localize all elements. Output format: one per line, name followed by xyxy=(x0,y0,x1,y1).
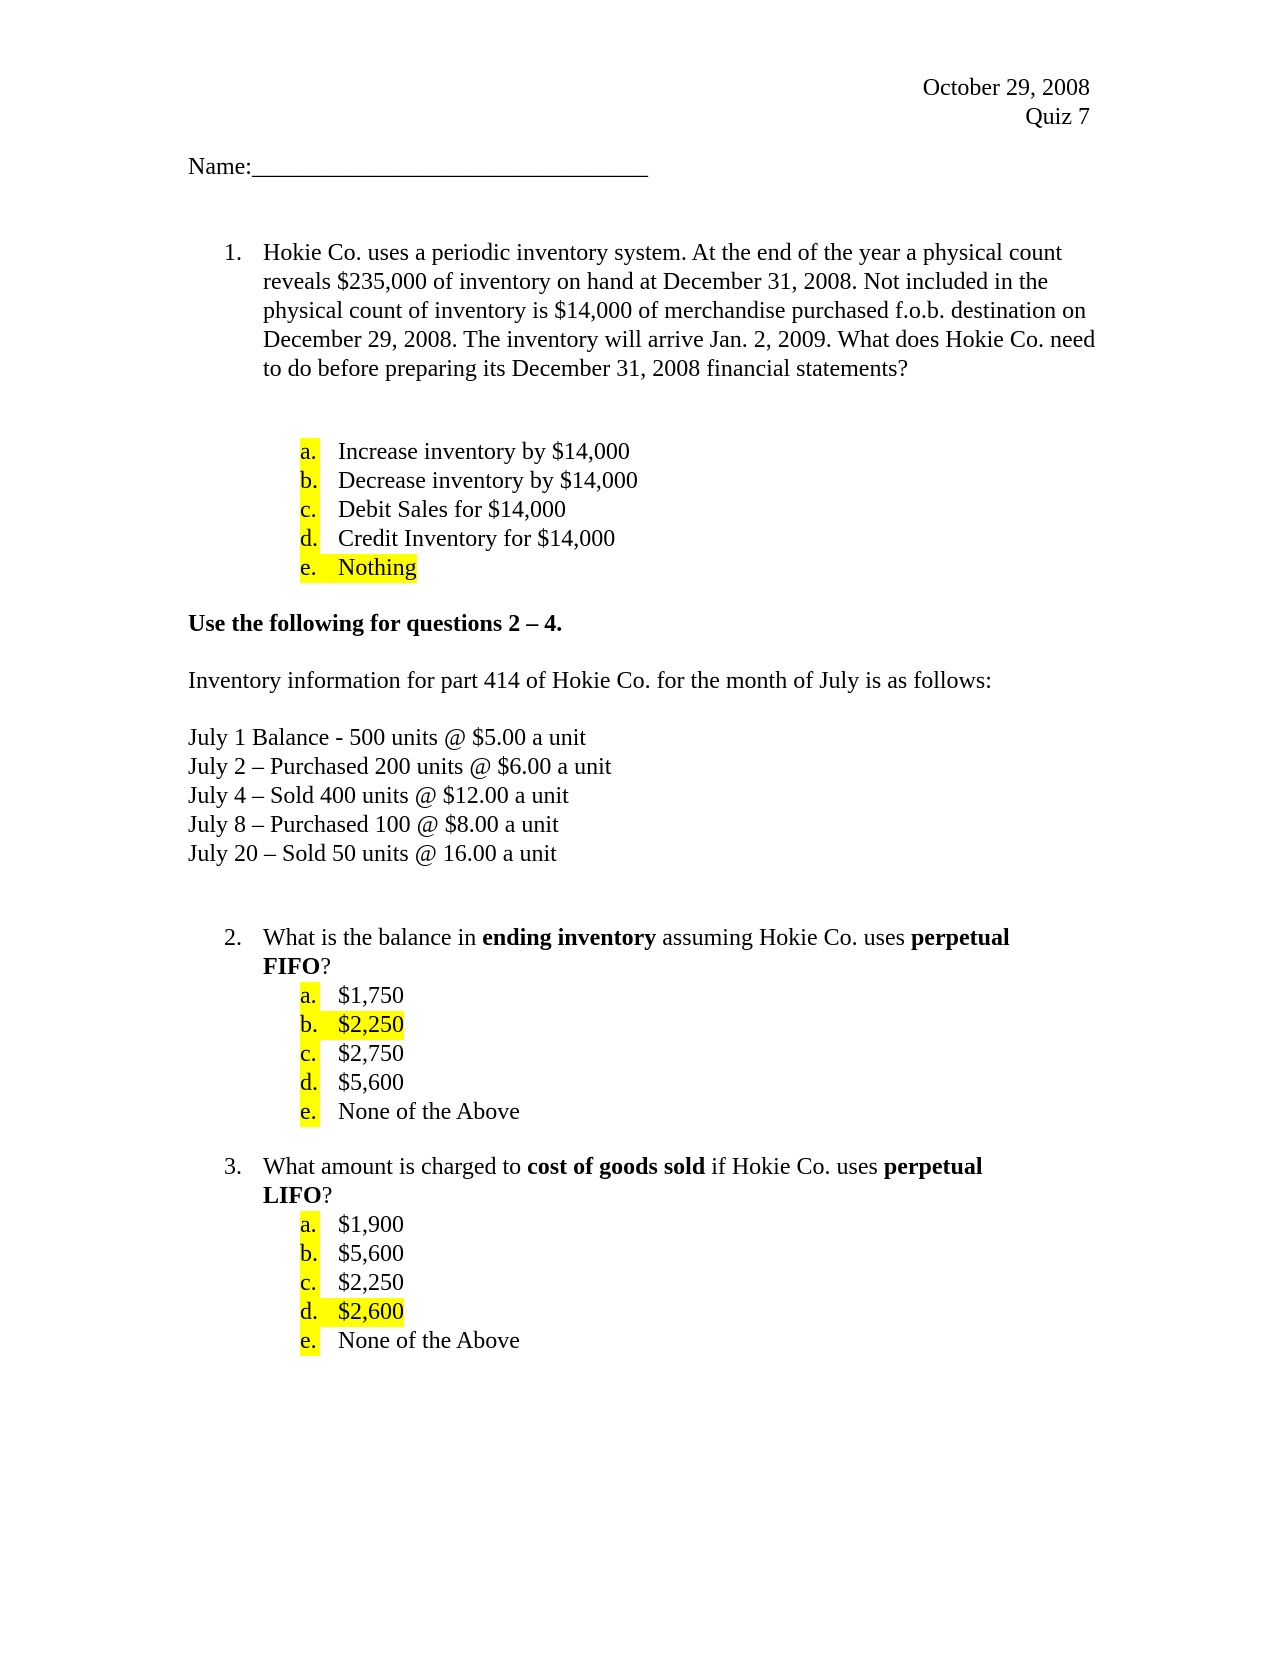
question-text-part: if Hokie Co. uses xyxy=(705,1154,884,1180)
name-field: Name:_________________________________ xyxy=(188,154,648,180)
inventory-intro: Inventory information for part 414 of Hokie Co. for the month of July is as follows: xyxy=(188,668,992,694)
option-letter: e. xyxy=(300,554,338,583)
question-2 xyxy=(224,924,1104,982)
option-text: $2,250 xyxy=(338,1012,404,1038)
question-text-part: What is the balance in xyxy=(263,925,483,951)
question-number: 2. xyxy=(224,925,242,951)
option-letter: b. xyxy=(300,468,318,494)
transaction-list xyxy=(188,724,611,869)
question-text-part: ? xyxy=(320,954,331,980)
option-letter: d. xyxy=(300,1298,338,1327)
question-emphasis: perpetual xyxy=(910,925,1010,951)
option-text: None of the Above xyxy=(338,1099,520,1125)
transaction-item: July 20 – Sold 50 units @ 16.00 a unit xyxy=(188,841,557,867)
question-emphasis: FIFO xyxy=(263,954,321,980)
option-text: $1,750 xyxy=(338,983,404,1009)
transaction-item: July 2 – Purchased 200 units @ $6.00 a unit xyxy=(188,754,612,780)
option-letter: b. xyxy=(300,1011,338,1040)
question-emphasis: perpetual xyxy=(883,1154,983,1180)
option-letter: c. xyxy=(300,1269,320,1298)
option-text: $2,750 xyxy=(338,1041,404,1067)
option-letter: a. xyxy=(300,1211,320,1240)
option-letter: a. xyxy=(300,438,320,467)
quiz-date: October 29, 2008 xyxy=(922,75,1090,101)
question-3 xyxy=(224,1153,1104,1211)
header-block xyxy=(760,74,1090,132)
question-text-part: ? xyxy=(321,1183,333,1209)
option-letter: e. xyxy=(300,1098,320,1127)
section-heading: Use the following for questions 2 – 4. xyxy=(188,611,563,637)
quiz-title: Quiz 7 xyxy=(1025,104,1090,130)
question-1 xyxy=(224,239,1104,384)
option-text: Increase inventory by $14,000 xyxy=(338,439,630,465)
question-emphasis: cost of goods sold xyxy=(527,1154,706,1180)
question-number: 1. xyxy=(224,240,242,266)
transaction-item: July 4 – Sold 400 units @ $12.00 a unit xyxy=(188,783,569,809)
transaction-item: July 1 Balance - 500 units @ $5.00 a unit xyxy=(188,725,587,751)
question-emphasis: ending inventory xyxy=(482,925,657,951)
question-emphasis: LIFO xyxy=(263,1183,322,1209)
option-text: $2,600 xyxy=(338,1299,404,1325)
option-letter: d. xyxy=(300,1070,318,1096)
question-text-part: assuming Hokie Co. uses xyxy=(656,925,911,951)
option-text: Debit Sales for $14,000 xyxy=(338,497,566,523)
option-text: $5,600 xyxy=(338,1070,404,1096)
option-text: $5,600 xyxy=(338,1241,404,1267)
question-text-part: What amount is charged to xyxy=(263,1154,528,1180)
option-letter: c. xyxy=(300,496,320,525)
question-number: 3. xyxy=(224,1154,242,1180)
option-letter: e. xyxy=(300,1327,320,1356)
option-letter: d. xyxy=(300,526,318,552)
question-text xyxy=(263,924,1104,982)
question-text xyxy=(263,1153,1104,1211)
option-text: Credit Inventory for $14,000 xyxy=(338,526,616,552)
option-text: Decrease inventory by $14,000 xyxy=(338,468,638,494)
transaction-item: July 8 – Purchased 100 @ $8.00 a unit xyxy=(188,812,559,838)
option-letter: a. xyxy=(300,982,320,1011)
option-text: Nothing xyxy=(338,555,417,581)
option-letter: c. xyxy=(300,1040,320,1069)
question-text: Hokie Co. uses a periodic inventory system. At the end of the year a physical count reveals $235,000 of inventory on hand at December 31, 2008. Not included in the physical count of inventory is $14,000 of merchandise purchased f.o.b. destination on December 29, 2008. The inventory will arrive Jan. 2, 2009. What does Hokie Co. need to do before preparing its December 31, 2008 financial statements? xyxy=(263,240,1096,382)
option-text: $2,250 xyxy=(338,1270,404,1296)
option-text: $1,900 xyxy=(338,1212,404,1238)
option-text: None of the Above xyxy=(338,1328,520,1354)
option-letter: b. xyxy=(300,1241,318,1267)
